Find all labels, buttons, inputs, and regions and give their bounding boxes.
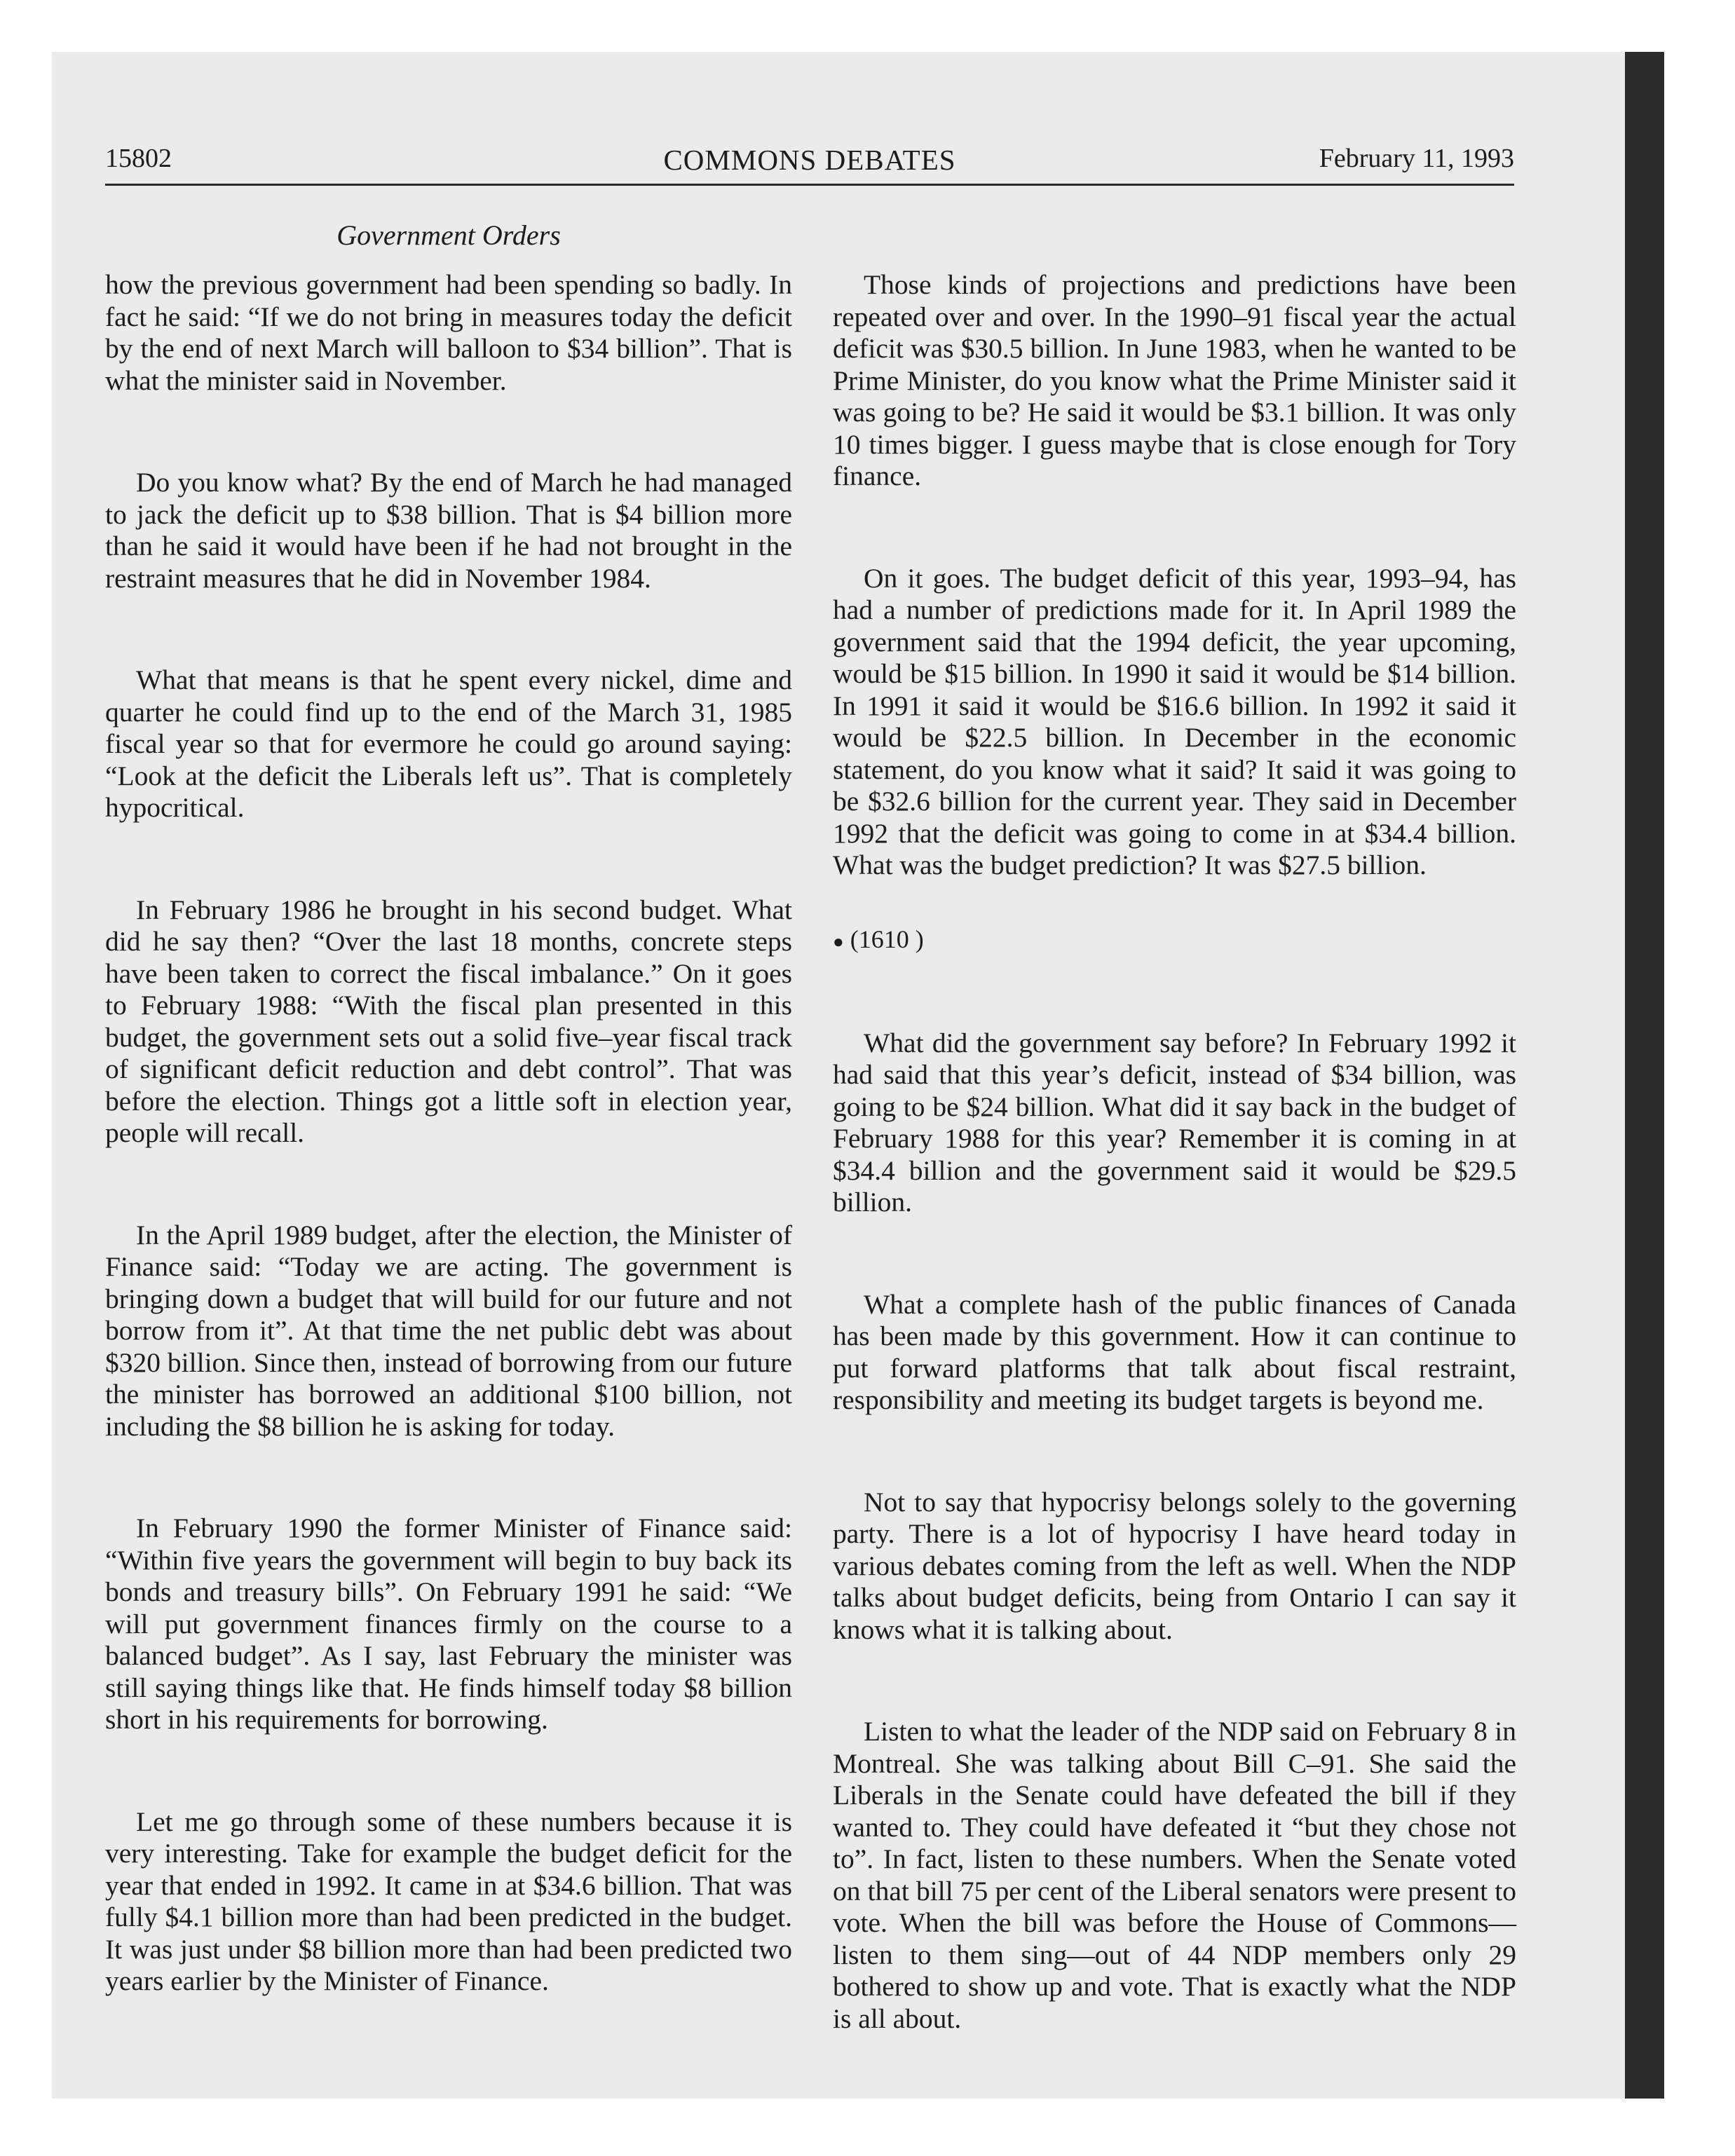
paragraph: What did the government say before? In February 1992 it had said that this year’s deficit, instead of $34 billion, was going to be $24 billion. What did it say back in the budget of February 1988 for this year? Remember it is coming in at $34.4 billion and the government said it would be $29.5 billion. xyxy=(833,1027,1516,1218)
timestamp-marker xyxy=(833,924,1516,957)
paragraph: What a complete hash of the public finances of Canada has been made by this government. How it can continue to put forward platforms that talk about fiscal restraint, responsibility and meeting its budget targets is beyond me. xyxy=(833,1288,1516,1416)
left-column xyxy=(105,269,792,2068)
section-label: Government Orders xyxy=(336,219,561,251)
bullet-icon: ● xyxy=(833,931,844,952)
header-rule xyxy=(105,184,1514,186)
paragraph: In February 1990 the former Minister of Finance said: “Within five years the government will begin to buy back its bonds and treasury bills”. On February 1991 he said: “We will put government finances firmly on the course to a balanced budget”. As I say, last February the minister was still saying things like that. He finds himself today $8 billion short in his requirements for borrowing. xyxy=(105,1513,792,1735)
page-header xyxy=(105,143,1514,185)
paragraph: Let me go through some of these numbers because it is very interesting. Take for example the budget deficit for the year that ended in 1992. It came in at $34.6 billion. That was fully $4.1 billion more than had been predicted in the budget. It was just under $8 billion more than had been predicted two years earlier by the Minister of Finance. xyxy=(105,1806,792,1996)
paragraph: Do you know what? By the end of March he had managed to jack the deficit up to $38 billion. That is $4 billion more than he said it would have been if he had not brought in the restraint measures that he did in November 1984. xyxy=(105,467,792,594)
timestamp-text: (1610 ) xyxy=(850,925,924,953)
header-date: February 11, 1993 xyxy=(1319,144,1514,173)
paragraph: In the April 1989 budget, after the election, the Minister of Finance said: “Today we are acting. The government is bringing down a budget that will build for our future and not borrow from it”. At that time the net public debt was about $320 billion. Since then, instead of borrowing from our future the minister has borrowed an additional $100 billion, not including the $8 billion he is asking for today. xyxy=(105,1219,792,1442)
paragraph: Those kinds of projections and predictions have been repeated over and over. In the 1990–91 fiscal year the actual deficit was $30.5 billion. In June 1983, when he wanted to be Prime Minister, do you know what the Prime Minister said it was going to be? He said it would be $3.1 billion. It was only 10 times bigger. I guess maybe that is close enough for Tory finance. xyxy=(833,269,1516,491)
journal-title: COMMONS DEBATES xyxy=(663,144,956,176)
paragraph: In February 1986 he brought in his second budget. What did he say then? “Over the last 18 months, concrete steps have been taken to correct the fiscal imbalance.” On it goes to February 1988: “With the fiscal plan presented in this budget, the government sets out a solid five–year fiscal track of significant deficit reduction and debt control”. That was before the election. Things got a little soft in election year, people will recall. xyxy=(105,894,792,1148)
scan-edge-shadow xyxy=(1625,52,1664,2099)
paragraph: Listen to what the leader of the NDP said on February 8 in Montreal. She was talking about Bill C–91. She said the Liberals in the Senate could have defeated the bill if they wanted to. They could have defeated it “but they chose not to”. In fact, listen to these numbers. When the Senate voted on that bill 75 per cent of the Liberal senators were present to vote. When the bill was before the House of Commons—listen to them sing—out of 44 NDP members only 29 bothered to show up and vote. That is exactly what the NDP is all about. xyxy=(833,1716,1516,2034)
paragraph: how the previous government had been spending so badly. In fact he said: “If we do not bring in measures today the deficit by the end of next March will balloon to $34 billion”. That is what the minister said in November. xyxy=(105,269,792,396)
right-column xyxy=(833,269,1516,2105)
paragraph: What that means is that he spent every nickel, dime and quarter he could find up to the end of the March 31, 1985 fiscal year so that for evermore he could go around saying: “Look at the deficit the Liberals left us”. That is completely hypocritical. xyxy=(105,664,792,823)
paragraph: On it goes. The budget deficit of this year, 1993–94, has had a number of predictions made for it. In April 1989 the government said that the 1994 deficit, the year upcoming, would be $15 billion. In 1990 it said it would be $14 billion. In 1991 it said it would be $16.6 billion. In 1992 it said it would be $22.5 billion. In December in the economic statement, do you know what it said? It said it was going to be $32.6 billion for the current year. They said in December 1992 that the deficit was going to come in at $34.4 billion. What was the budget prediction? It was $27.5 billion. xyxy=(833,562,1516,880)
page-number: 15802 xyxy=(105,144,172,173)
paragraph: Not to say that hypocrisy belongs solely to the governing party. There is a lot of hypocrisy I have heard today in various debates coming from the left as well. When the NDP talks about budget deficits, being from Ontario I can say it knows what it is talking about. xyxy=(833,1486,1516,1645)
